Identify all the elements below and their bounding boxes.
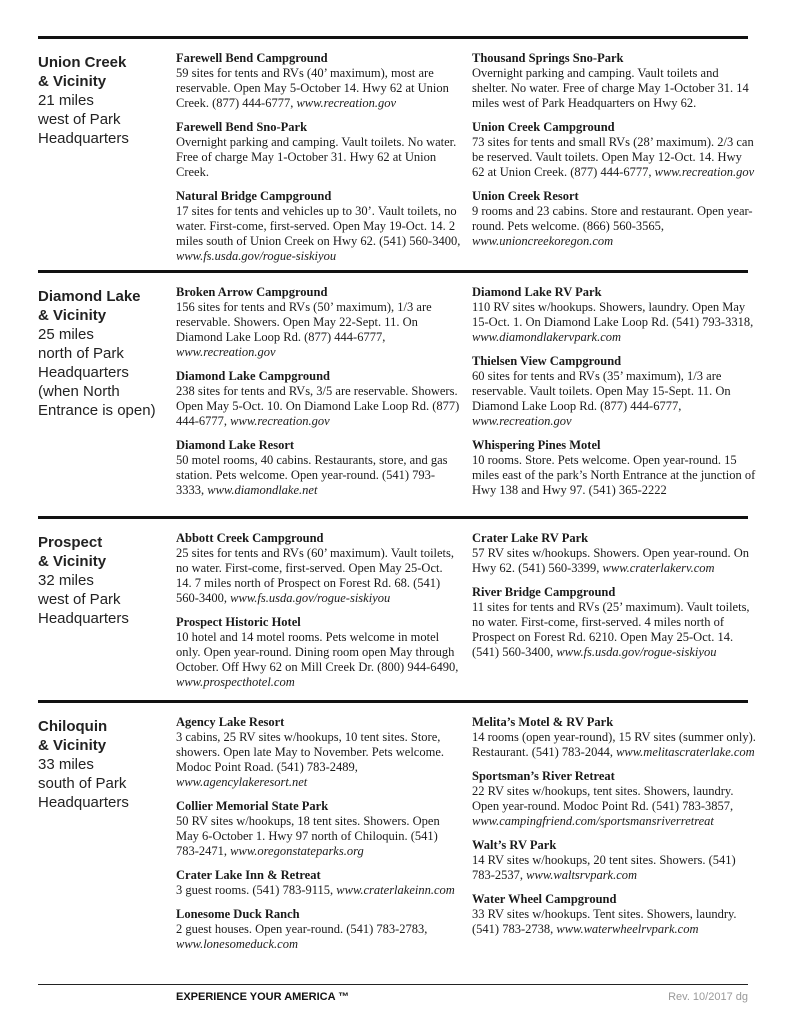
entry-description: 3 guest rooms. (541) 783-9115,	[176, 883, 337, 897]
entry-url[interactable]: www.recreation.gov	[296, 96, 396, 110]
list-item	[176, 868, 461, 898]
list-item	[176, 51, 461, 111]
entry-name: Farewell Bend Campground	[176, 51, 328, 65]
left-column	[176, 51, 461, 273]
region-heading	[38, 717, 166, 812]
list-item	[176, 369, 461, 429]
entry-url[interactable]: www.waterwheelrvpark.com	[556, 922, 699, 936]
list-item	[176, 189, 461, 264]
entry-name: Agency Lake Resort	[176, 715, 285, 729]
entry-description: 10 hotel and 14 motel rooms. Pets welcome in motel only. Open year-round. Dining room open May through October. Off Hwy 62 on Mill Creek Dr. (800) 944-6490,	[176, 630, 459, 674]
entry-description: 238 sites for tents and RVs, 3/5 are reservable. Showers. Open May 5-Oct. 10. On Diamond Lake Loop Rd. (877) 444-6777,	[176, 384, 460, 428]
entry-url[interactable]: www.recreation.gov	[176, 345, 276, 359]
entry-url[interactable]: www.campingfriend.com/sportsmansriverretreat	[472, 814, 714, 828]
list-item	[176, 799, 461, 859]
entry-description: 11 sites for tents and RVs (25’ maximum). Vault toilets, no water. First-come, first-served. 4 miles north of Prospect on Forest Rd. 6210. Open May 25-Oct. 14. (541) 560-3400,	[472, 600, 750, 659]
region-heading	[38, 53, 166, 148]
entry-name: Melita’s Motel & RV Park	[472, 715, 614, 729]
left-column	[176, 715, 461, 961]
right-column	[472, 531, 757, 669]
entry-name: Collier Memorial State Park	[176, 799, 329, 813]
entry-description: 3 cabins, 25 RV sites w/hookups, 10 tent sites. Store, showers. Open late May to November. Pets welcome. Modoc Point Road. (541) 783-2489,	[176, 730, 444, 774]
footer-revision: Rev. 10/2017 dg	[668, 991, 748, 1003]
entry-name: Thielsen View Campground	[472, 354, 622, 368]
entry-url[interactable]: www.craterlakerv.com	[602, 561, 715, 575]
region-distance: 33 miles south of Park Headquarters	[38, 756, 129, 811]
entry-description: 60 sites for tents and RVs (35’ maximum), 1/3 are reservable. Vault toilets. Open May 15-Sept. 11. On Diamond Lake Loop Rd. (877) 444-6777,	[472, 369, 731, 413]
entry-url[interactable]: www.unioncreekoregon.com	[472, 234, 614, 248]
entry-url[interactable]: www.fs.usda.gov/rogue-siskiyou	[230, 591, 391, 605]
entry-url[interactable]: www.oregonstateparks.org	[230, 844, 364, 858]
list-item	[472, 51, 757, 111]
entry-url[interactable]: www.diamondlakervpark.com	[472, 330, 622, 344]
right-column	[472, 285, 757, 507]
list-item	[472, 438, 757, 498]
list-item	[472, 120, 757, 180]
section-chiloquin	[38, 700, 756, 973]
entry-name: Whispering Pines Motel	[472, 438, 601, 452]
entry-description: 14 rooms (open year-round), 15 RV sites (summer only). Restaurant. (541) 783-2044,	[472, 730, 756, 759]
entry-name: Union Creek Resort	[472, 189, 579, 203]
entry-url[interactable]: www.melitascraterlake.com	[616, 745, 755, 759]
region-distance: 21 miles west of Park Headquarters	[38, 92, 129, 147]
list-item	[472, 354, 757, 429]
entry-description: 73 sites for tents and small RVs (28’ maximum). 2/3 can be reserved. Vault toilets. Open May 12-Oct. 14. Hwy 62 at Union Creek. (877) 444-6777,	[472, 135, 754, 179]
list-item	[176, 715, 461, 790]
entry-url[interactable]: www.fs.usda.gov/rogue-siskiyou	[556, 645, 717, 659]
entry-description: 9 rooms and 23 cabins. Store and restaurant. Open year-round. Pets welcome. (866) 560-3565,	[472, 204, 753, 233]
entry-url[interactable]: www.recreation.gov	[654, 165, 755, 179]
region-distance: 25 miles north of Park Headquarters (when North Entrance is open)	[38, 326, 156, 419]
region-heading	[38, 287, 166, 420]
list-item	[472, 892, 757, 937]
region-heading	[38, 533, 166, 628]
list-item	[472, 189, 757, 249]
entry-description: 110 RV sites w/hookups. Showers, laundry. Open May 15-Oct. 1. On Diamond Lake Loop Rd. (541) 793-3318,	[472, 300, 754, 329]
entry-url[interactable]: www.fs.usda.gov/rogue-siskiyou	[176, 249, 337, 263]
entry-description: 25 sites for tents and RVs (60’ maximum). Vault toilets, no water. First-come, first-served. Open May 25-Oct. 14. 7 miles north of Prospect on Forest Rd. 68. (541) 560-3400,	[176, 546, 455, 605]
entry-name: Walt’s RV Park	[472, 838, 557, 852]
list-item	[472, 838, 757, 883]
entry-name: Lonesome Duck Ranch	[176, 907, 300, 921]
list-item	[472, 531, 757, 576]
entry-name: Prospect Historic Hotel	[176, 615, 301, 629]
entry-description: 50 motel rooms, 40 cabins. Restaurants, store, and gas station. Pets welcome. Open year-round. (541) 793-3333,	[176, 453, 448, 497]
entry-description: 17 sites for tents and vehicles up to 30’. Vault toilets, no water. First-come, first-served. Open May 19-Oct. 14. 2 miles south of Union Creek on Hwy 62. (541) 560-3400,	[176, 204, 461, 248]
entry-name: River Bridge Campground	[472, 585, 616, 599]
entry-name: Crater Lake RV Park	[472, 531, 589, 545]
region-name: Chiloquin & Vicinity	[38, 718, 108, 754]
list-item	[176, 615, 461, 690]
list-item	[472, 769, 757, 829]
entry-name: Union Creek Campground	[472, 120, 615, 134]
list-item	[472, 585, 757, 660]
entry-url[interactable]: www.prospecthotel.com	[176, 675, 295, 689]
entry-description: 14 RV sites w/hookups, 20 tent sites. Showers. (541) 783-2537,	[472, 853, 736, 882]
region-name: Prospect & Vicinity	[38, 534, 107, 570]
right-column	[472, 715, 757, 946]
entry-url[interactable]: www.recreation.gov	[230, 414, 330, 428]
entry-name: Water Wheel Campground	[472, 892, 617, 906]
entry-url[interactable]: www.lonesomeduck.com	[176, 937, 298, 951]
list-item	[176, 285, 461, 360]
entry-description: Overnight parking and camping. Vault toilets and shelter. No water. Free of charge May 1-October 31. 14 miles west of Park Headquarters on Hwy 62.	[472, 66, 749, 110]
entry-name: Diamond Lake Campground	[176, 369, 330, 383]
list-item	[472, 285, 757, 345]
entry-name: Crater Lake Inn & Retreat	[176, 868, 321, 882]
section-diamond-lake	[38, 270, 756, 516]
entry-description: 2 guest houses. Open year-round. (541) 783-2783,	[176, 922, 428, 936]
entry-description: 59 sites for tents and RVs (40’ maximum), most are reservable. Open May 5-October 14. Hwy 62 at Union Creek. (877) 444-6777,	[176, 66, 449, 110]
entry-description: 156 sites for tents and RVs (50’ maximum), 1/3 are reservable. Showers. Open May 22-Sept. 11. On Diamond Lake Loop Rd. (877) 444-6777,	[176, 300, 432, 344]
entry-description: Overnight parking and camping. Vault toilets. No water. Free of charge May 1-October 31. Hwy 62 at Union Creek.	[176, 135, 457, 179]
list-item	[176, 907, 461, 952]
region-name: Diamond Lake & Vicinity	[38, 288, 141, 324]
entry-name: Broken Arrow Campground	[176, 285, 328, 299]
region-name: Union Creek & Vicinity	[38, 54, 127, 90]
entry-name: Sportsman’s River Retreat	[472, 769, 615, 783]
section-union-creek	[38, 36, 755, 270]
entry-url[interactable]: www.diamondlake.net	[207, 483, 318, 497]
section-prospect	[38, 516, 748, 700]
footer-tagline: EXPERIENCE YOUR AMERICA ™	[176, 991, 350, 1003]
region-distance: 32 miles west of Park Headquarters	[38, 572, 129, 627]
entry-url[interactable]: www.recreation.gov	[472, 414, 572, 428]
entry-description: 10 rooms. Store. Pets welcome. Open year-round. 15 miles east of the park’s North Entrance at the junction of Hwy 138 and Hwy 97. (541) 365-2222	[472, 453, 756, 497]
list-item	[176, 531, 461, 606]
entry-name: Farewell Bend Sno-Park	[176, 120, 308, 134]
lodging-page	[38, 36, 756, 973]
entry-description: 22 RV sites w/hookups, tent sites. Showers, laundry. Open year-round. Modoc Point Rd. (541) 783-3857,	[472, 784, 734, 813]
entry-name: Natural Bridge Campground	[176, 189, 332, 203]
entry-url[interactable]: www.waltsrvpark.com	[526, 868, 638, 882]
entry-url[interactable]: www.craterlakeinn.com	[336, 883, 455, 897]
left-column	[176, 285, 461, 507]
left-column	[176, 531, 461, 699]
right-column	[472, 51, 757, 258]
entry-description: 57 RV sites w/hookups. Showers. Open year-round. On Hwy 62. (541) 560-3399,	[472, 546, 749, 575]
list-item	[472, 715, 757, 760]
page-footer	[38, 984, 748, 1003]
list-item	[176, 120, 461, 180]
entry-name: Thousand Springs Sno-Park	[472, 51, 624, 65]
entry-name: Diamond Lake Resort	[176, 438, 295, 452]
entry-description: 50 RV sites w/hookups, 18 tent sites. Showers. Open May 6-October 1. Hwy 97 north of Chiloquin. (541) 783-2471,	[176, 814, 440, 858]
entry-name: Diamond Lake RV Park	[472, 285, 602, 299]
entry-name: Abbott Creek Campground	[176, 531, 324, 545]
entry-description: 33 RV sites w/hookups. Tent sites. Showers, laundry. (541) 783-2738,	[472, 907, 737, 936]
entry-url[interactable]: www.agencylakeresort.net	[176, 775, 308, 789]
list-item	[176, 438, 461, 498]
